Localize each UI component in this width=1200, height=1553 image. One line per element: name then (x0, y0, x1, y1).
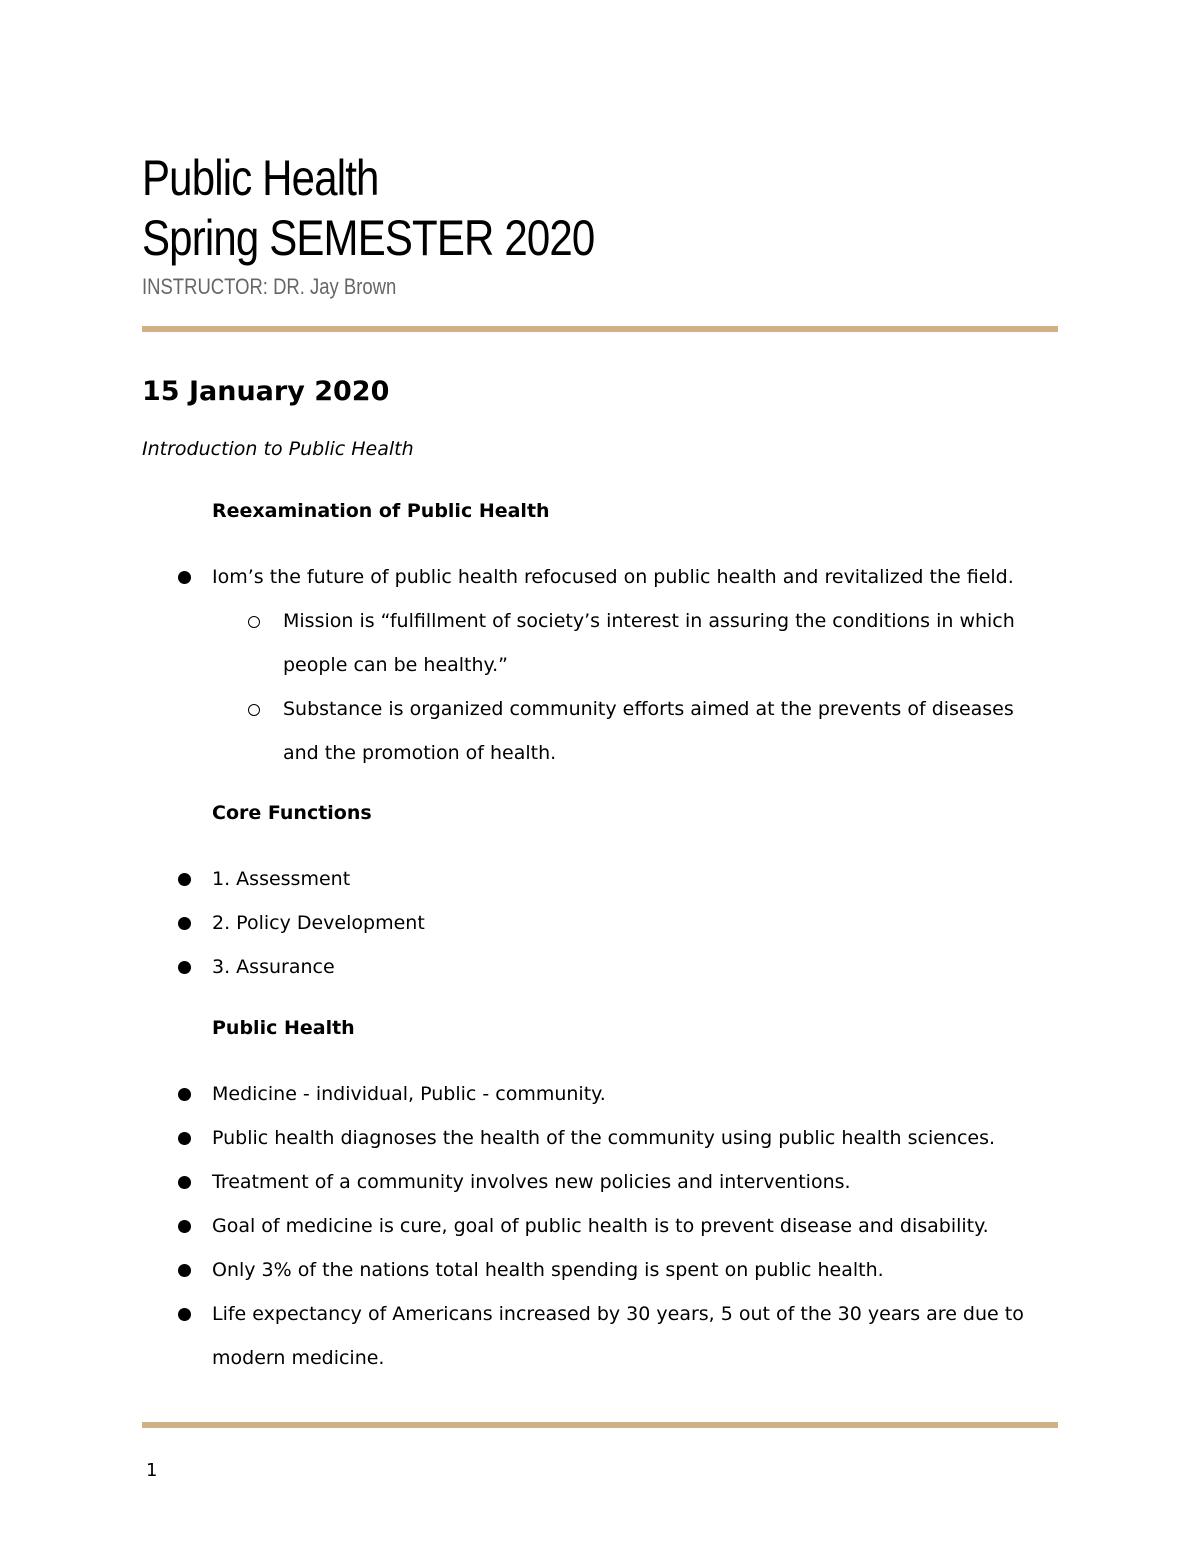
bullet-icon (178, 1088, 191, 1101)
bullet-icon (178, 873, 191, 886)
list-item-text: Goal of medicine is cure, goal of public health is to prevent disease and disability. (212, 1215, 989, 1237)
bullet-icon (178, 1220, 191, 1233)
list-item-text: Iom’s the future of public health refocused on public health and revitalized the field. (212, 566, 1014, 588)
hollow-bullet-icon (248, 704, 260, 716)
bullet-icon (178, 1308, 191, 1321)
list-item-text: Only 3% of the nations total health spending is spent on public health. (212, 1259, 884, 1281)
list-item-text: Life expectancy of Americans increased by 30 years, 5 out of the 30 years are due to modern medicine. (212, 1303, 1024, 1369)
date-heading: 15 January 2020 (142, 376, 390, 407)
bullet-icon (178, 961, 191, 974)
list-item-text: Public health diagnoses the health of the community using public health sciences. (212, 1127, 996, 1149)
list-item-text: Treatment of a community involves new policies and interventions. (212, 1171, 851, 1193)
bullet-icon (178, 1132, 191, 1145)
sub-list-item-text: Substance is organized community efforts aimed at the prevents of diseases and the promotion of health. (283, 698, 1014, 764)
list-item-text: 2. Policy Development (212, 912, 425, 934)
top-divider (142, 326, 1058, 332)
instructor-line: INSTRUCTOR: DR. Jay Brown (142, 274, 397, 299)
sub-list-item-text: Mission is “fulfillment of society’s interest in assuring the conditions in which people can be healthy.” (283, 610, 1015, 676)
list-item-text: 1. Assessment (212, 868, 351, 890)
bullet-icon (178, 571, 191, 584)
section-heading-public-health: Public Health (212, 1017, 355, 1039)
section-heading-core-functions: Core Functions (212, 802, 372, 824)
title-block (142, 148, 681, 300)
document-subtitle: Spring SEMESTER 2020 (142, 210, 595, 266)
bottom-divider (142, 1422, 1058, 1428)
list-item-text: 3. Assurance (212, 956, 335, 978)
document-title: Public Health (142, 150, 379, 206)
bullet-icon (178, 1264, 191, 1277)
list-item-text: Medicine - individual, Public - community. (212, 1083, 606, 1105)
bullet-icon (178, 1176, 191, 1189)
page-number: 1 (146, 1460, 158, 1481)
hollow-bullet-icon (248, 616, 260, 628)
intro-line: Introduction to Public Health (142, 438, 414, 460)
section-heading-reexamination: Reexamination of Public Health (212, 500, 550, 522)
bullet-icon (178, 917, 191, 930)
